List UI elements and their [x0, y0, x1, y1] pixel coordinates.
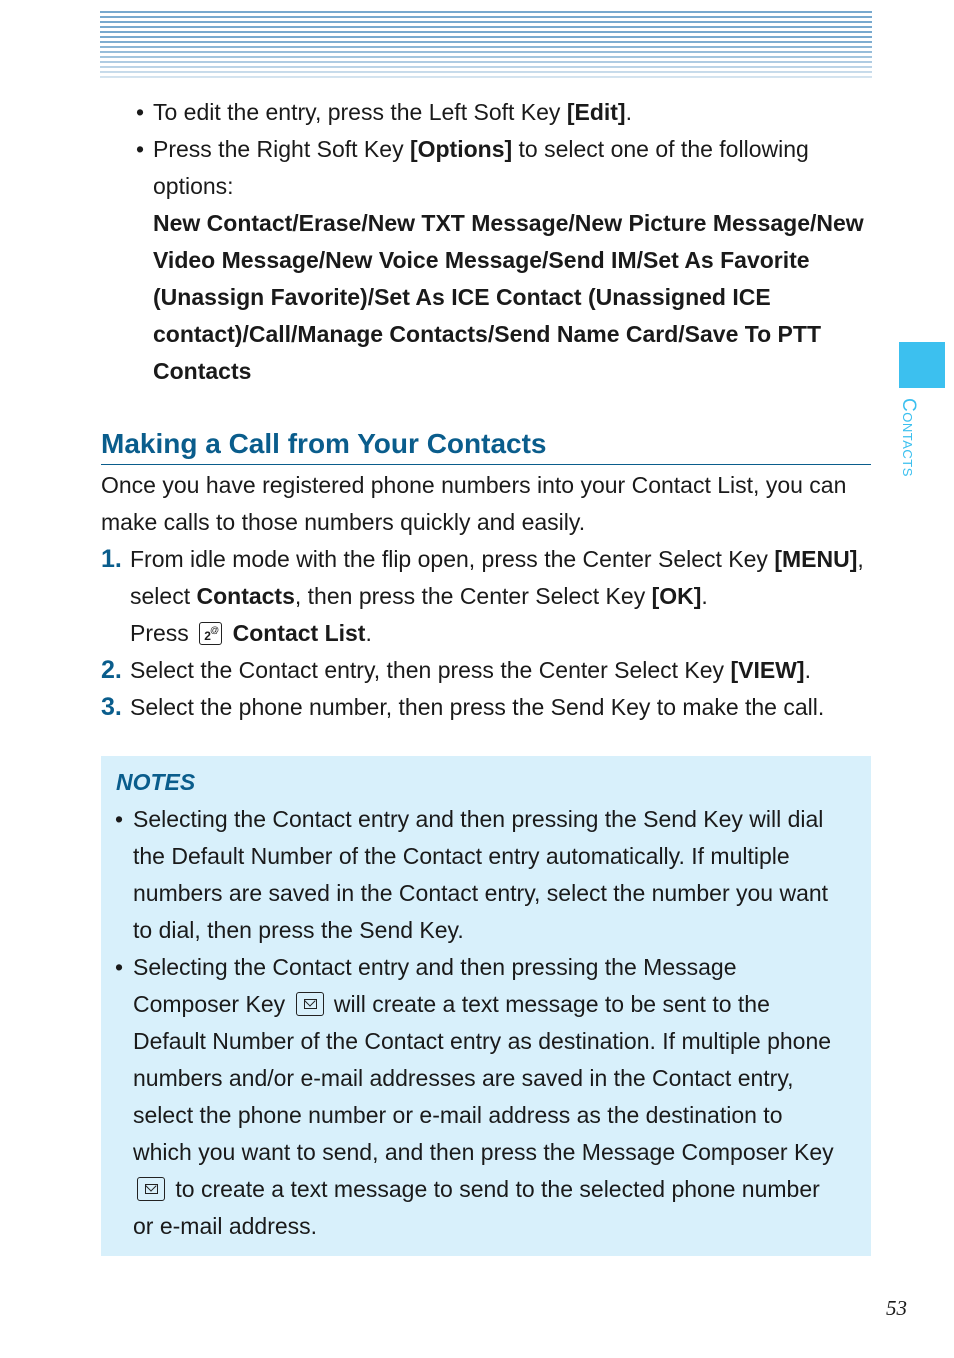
bullet-options: • Press the Right Soft Key [Options] to select one of the following options: New Contact/Erase/New TXT Message/New Picture Message/New Video Message/New Voice Message/Send IM/Set As Favorite (Unassign Favorite)/Set As ICE Contact (Unassigned ICE contact)/Call/Manage Contacts/Send Name Card/Save To PTT Contacts: [136, 136, 864, 384]
options-list: New Contact/Erase/New TXT Message/New Picture Message/New Video Message/New Voice Message/Send IM/Set As Favorite (Unassign Favorite)/Set As ICE Contact (Unassigned ICE contact)/Call/Manage Contacts/Send Name Card/Save To PTT Contacts: [153, 210, 864, 384]
note-2: • Selecting the Contact entry and then pressing the Message Composer Key will create a text message to be sent to the Default Number of the Contact entry as destination. If multiple phone numbers and/or e-mail addresses are saved in the Contact entry, select the phone number or e-mail address as the destination to which you want to send, and then press the Message Composer Key to create a text message to send to the selected phone number or e-mail address.: [115, 954, 834, 1239]
step-number: 2.: [101, 656, 122, 684]
edit-key-label: [Edit]: [566, 99, 626, 125]
note-1: • Selecting the Contact entry and then pressing the Send Key will dial the Default Number of the Contact entry automatically. If multiple numbers are saved in the Contact entry, select the number you want to dial, then press the Send Key.: [115, 806, 829, 943]
section-tab-label: Contacts: [898, 398, 919, 477]
ok-key-label: [OK]: [651, 583, 702, 609]
menu-key-label: [MENU]: [774, 546, 858, 572]
step-2: 2. Select the Contact entry, then press the Center Select Key [VIEW].: [101, 652, 871, 689]
step-1: 1. From idle mode with the flip open, press the Center Select Key [MENU], select Contacts, then press the Center Select Key [OK]. Press 2 @ Contact List.: [101, 541, 871, 652]
envelope-key-icon: [296, 992, 324, 1016]
options-key-label: [Options]: [409, 136, 513, 162]
section-heading: Making a Call from Your Contacts: [101, 426, 871, 465]
bullet-text: Press the Right Soft Key: [153, 136, 410, 162]
notes-title: NOTES: [116, 769, 196, 795]
view-key-label: [VIEW]: [730, 657, 805, 683]
options-bullets: [136, 94, 866, 390]
notes-box: [101, 756, 871, 1256]
section-intro: Once you have registered phone numbers into your Contact List, you can make calls to those numbers quickly and easily.: [101, 472, 847, 535]
step-number: 1.: [101, 545, 122, 573]
section-tab: [899, 342, 945, 388]
header-stripes: [100, 11, 872, 81]
contacts-label: Contacts: [196, 583, 295, 609]
step-3: 3. Select the phone number, then press the Send Key to make the call.: [101, 689, 871, 726]
step-number: 3.: [101, 693, 122, 721]
bullet-text: To edit the entry, press the Left Soft Key: [153, 99, 567, 125]
envelope-key-icon: [137, 1177, 165, 1201]
key-2-icon: 2 @: [199, 622, 222, 645]
bullet-edit: • To edit the entry, press the Left Soft Key [Edit].: [136, 99, 632, 125]
notes-list: [115, 801, 835, 1245]
contact-list-label: Contact List: [232, 620, 366, 646]
steps-list: [101, 541, 871, 726]
page-number: 53: [886, 1296, 907, 1320]
